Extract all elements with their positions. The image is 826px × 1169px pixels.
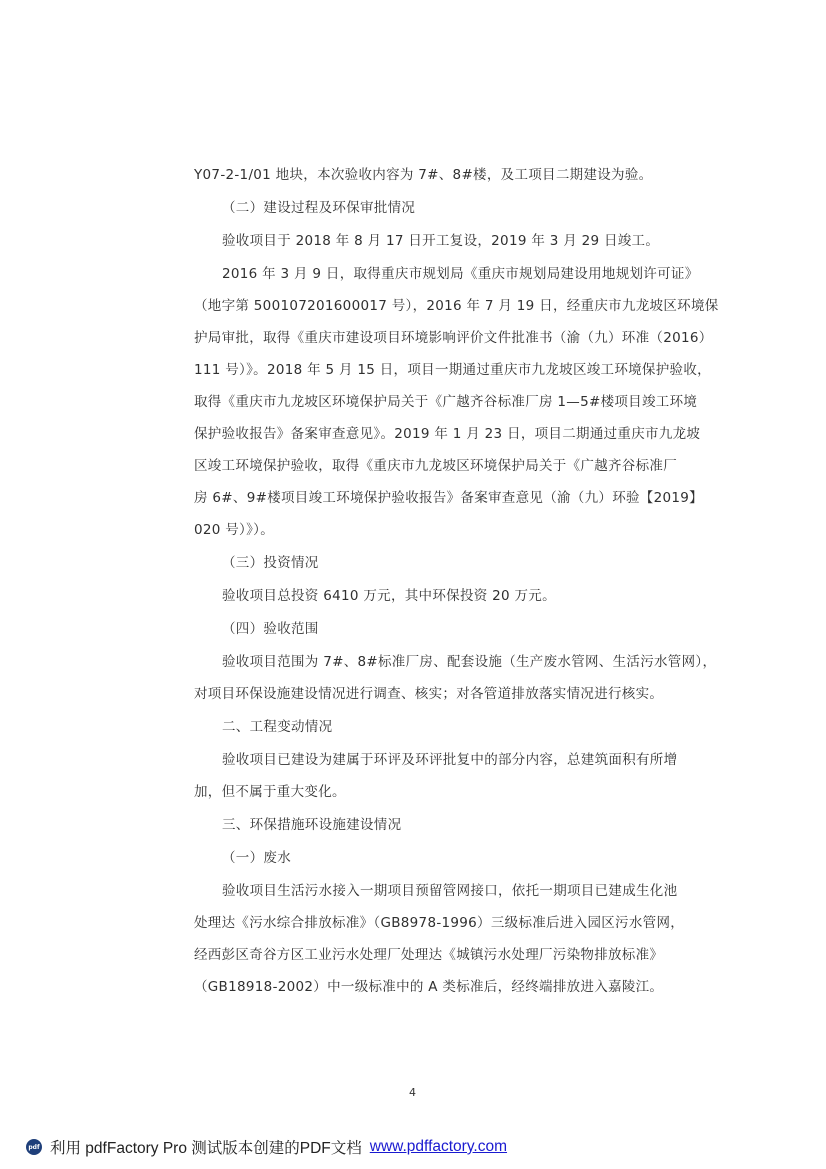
text-line: 经西彭区奇谷方区工业污水处理厂处理达《城镇污水处理厂污染物排放标准》 (194, 947, 664, 963)
text-line: Y07-2-1/01 地块，本次验收内容为 7#、8#楼，及工项目二期建设为验。 (194, 167, 653, 183)
section-heading: （一）废水 (222, 850, 291, 866)
text-line: 验收项目总投资 6410 万元，其中环保投资 20 万元。 (222, 588, 556, 604)
text-line: （地字第 500107201600017 号），2016 年 7 月 19 日，经重庆市九龙坡区环境保 (194, 298, 719, 314)
text-line: 处理达《污水综合排放标准》（GB8978-1996）三级标准后进入园区污水管网， (194, 915, 685, 931)
text-line: 取得《重庆市九龙坡区环境保护局关于《广越齐谷标准厂房 1—5#楼项目竣工环境 (194, 394, 698, 410)
page-number: 4 (409, 1086, 416, 1099)
text-line: 验收项目范围为 7#、8#标准厂房、配套设施（生产废水管网、生活污水管网）， (222, 654, 717, 670)
section-heading: 三、环保措施环设施建设情况 (222, 817, 402, 833)
section-heading: （三）投资情况 (222, 555, 319, 571)
text-line: 020 号）》）。 (194, 522, 275, 538)
footer-text: 利用 pdfFactory Pro 测试版本创建的PDF文档 (50, 1140, 362, 1157)
watermark-footer (26, 1137, 507, 1157)
section-heading: 二、工程变动情况 (222, 719, 333, 735)
pdf-logo-icon: pdf (26, 1139, 42, 1155)
text-line: 111 号）》。2018 年 5 月 15 日，项目一期通过重庆市九龙坡区竣工环境保护验收， (194, 362, 711, 378)
text-line: 加，但不属于重大变化。 (194, 784, 346, 800)
text-line: 验收项目已建设为建属于环评及环评批复中的部分内容，总建筑面积有所增 (222, 752, 678, 768)
text-line: 验收项目生活污水接入一期项目预留管网接口，依托一期项目已建成生化池 (222, 883, 678, 899)
text-line: 2016 年 3 月 9 日，取得重庆市规划局《重庆市规划局建设用地规划许可证》 (222, 266, 699, 282)
section-heading: （四）验收范围 (222, 621, 319, 637)
text-line: 区竣工环境保护验收，取得《重庆市九龙坡区环境保护局关于《广越齐谷标准厂 (194, 458, 677, 474)
section-heading: （二）建设过程及环保审批情况 (222, 200, 416, 216)
text-line: （GB18918-2002）中一级标准中的 A 类标准后，经终端排放进入嘉陵江。 (194, 979, 664, 995)
text-line: 对项目环保设施建设情况进行调查、核实；对各管道排放落实情况进行核实。 (194, 686, 664, 702)
text-line: 护局审批，取得《重庆市建设项目环境影响评价文件批准书（渝（九）环准（2016） (194, 330, 713, 346)
text-line: 保护验收报告》备案审查意见》。2019 年 1 月 23 日，项目二期通过重庆市九龙坡 (194, 426, 701, 442)
text-line: 房 6#、9#楼项目竣工环境保护验收报告》备案审查意见（渝（九）环验【2019】 (194, 490, 703, 506)
footer-link[interactable]: www.pdffactory.com (369, 1138, 508, 1155)
text-line: 验收项目于 2018 年 8 月 17 日开工复设，2019 年 3 月 29 日竣工。 (222, 233, 660, 249)
